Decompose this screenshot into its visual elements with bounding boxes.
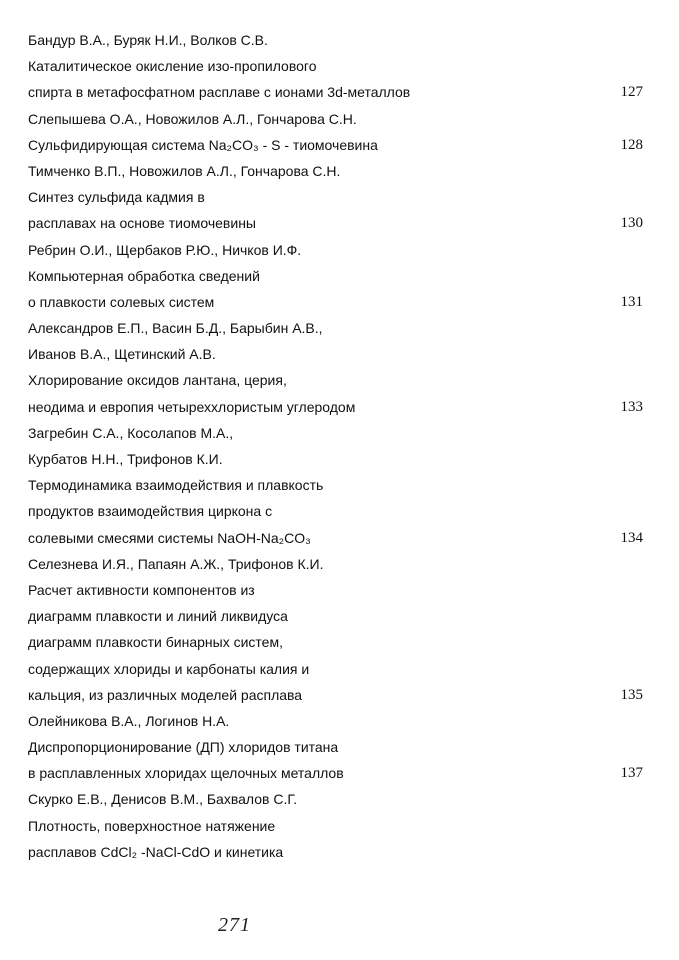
toc-line-text: спирта в метафосфатном расплаве с ионами 3d-металлов bbox=[28, 84, 411, 101]
toc-line-text: Тимченко В.П., Новожилов А.Л., Гончарова С.Н. bbox=[28, 162, 341, 179]
toc-line bbox=[28, 734, 658, 760]
toc-line bbox=[28, 656, 658, 682]
toc-page-number: 127 bbox=[620, 84, 643, 101]
toc-line bbox=[28, 446, 658, 472]
toc-line-text: Александров Е.П., Васин Б.Д., Барыбин А.В., bbox=[28, 320, 323, 337]
toc-line-text: расплавах на основе тиомочевины bbox=[28, 215, 256, 232]
toc-line-text: в расплавленных хлоридах щелочных металлов bbox=[28, 765, 344, 782]
toc-line bbox=[28, 184, 658, 210]
toc-line bbox=[28, 158, 658, 184]
toc-line-text: диаграмм плавкости бинарных систем, bbox=[28, 634, 283, 651]
toc-line bbox=[28, 27, 658, 53]
toc-line-text: Сульфидирующая система Na₂CO₃ - S - тиомочевина bbox=[28, 136, 378, 153]
toc-line bbox=[28, 132, 658, 158]
toc-page-number: 137 bbox=[620, 765, 643, 782]
toc-line bbox=[28, 367, 658, 393]
toc-line-text: Синтез сульфида кадмия в bbox=[28, 189, 205, 206]
toc-line-text: Иванов В.А., Щетинский А.В. bbox=[28, 346, 216, 363]
toc-line bbox=[28, 603, 658, 629]
toc-page-number: 128 bbox=[620, 136, 643, 153]
toc-line bbox=[28, 315, 658, 341]
toc-line bbox=[28, 472, 658, 498]
toc-line bbox=[28, 629, 658, 655]
toc-line-text: солевыми смесями системы NaOH-Na₂CO₃ bbox=[28, 529, 311, 546]
toc-line bbox=[28, 79, 658, 105]
toc-line-text: Олейникова В.А., Логинов Н.А. bbox=[28, 712, 230, 729]
toc-line-text: о плавкости солевых систем bbox=[28, 293, 215, 310]
toc-line-text: Скурко Е.В., Денисов В.М., Бахвалов С.Г. bbox=[28, 791, 298, 808]
toc-line bbox=[28, 525, 658, 551]
toc-line bbox=[28, 341, 658, 367]
toc-line-text: Термодинамика взаимодействия и плавкость bbox=[28, 477, 324, 494]
table-of-contents bbox=[28, 27, 658, 865]
toc-line-text: Компьютерная обработка сведений bbox=[28, 267, 260, 284]
toc-line bbox=[28, 839, 658, 865]
toc-line bbox=[28, 263, 658, 289]
toc-line-text: диаграмм плавкости и линий ликвидуса bbox=[28, 608, 288, 625]
toc-line bbox=[28, 106, 658, 132]
toc-page-number: 133 bbox=[620, 398, 643, 415]
toc-line-text: Хлорирование оксидов лантана, церия, bbox=[28, 372, 287, 389]
toc-line bbox=[28, 53, 658, 79]
toc-line bbox=[28, 760, 658, 786]
toc-line-text: Ребрин О.И., Щербаков Р.Ю., Ничков И.Ф. bbox=[28, 241, 302, 258]
toc-line bbox=[28, 708, 658, 734]
toc-line bbox=[28, 420, 658, 446]
toc-line-text: Расчет активности компонентов из bbox=[28, 581, 255, 598]
toc-line bbox=[28, 498, 658, 524]
toc-line bbox=[28, 210, 658, 236]
toc-line-text: неодима и европия четыреххлористым углеродом bbox=[28, 398, 356, 415]
toc-line bbox=[28, 813, 658, 839]
toc-page-number: 130 bbox=[620, 215, 643, 232]
toc-line-text: Каталитическое окисление изо-пропилового bbox=[28, 58, 317, 75]
toc-line-text: Селезнева И.Я., Папаян А.Ж., Трифонов К.И. bbox=[28, 555, 324, 572]
toc-page-number: 131 bbox=[620, 293, 643, 310]
toc-line bbox=[28, 577, 658, 603]
toc-line bbox=[28, 551, 658, 577]
toc-line-text: кальция, из различных моделей расплава bbox=[28, 686, 303, 703]
toc-line-text: Курбатов Н.Н., Трифонов К.И. bbox=[28, 451, 223, 467]
toc-line-text: продуктов взаимодействия циркона с bbox=[28, 503, 273, 520]
toc-line-text: Плотность, поверхностное натяжение bbox=[28, 817, 276, 834]
toc-line-text: Бандур В.А., Буряк Н.И., Волков С.В. bbox=[28, 32, 268, 48]
toc-line bbox=[28, 289, 658, 315]
toc-line-text: Слепышева О.А., Новожилов А.Л., Гончарова С.Н. bbox=[28, 110, 357, 127]
handwritten-page-number: 271 bbox=[218, 914, 251, 936]
toc-line-text: Диспропорционирование (ДП) хлоридов титана bbox=[28, 739, 339, 756]
toc-line-text: содержащих хлориды и карбонаты калия и bbox=[28, 660, 310, 677]
toc-line-text: Загребин С.А., Косолапов М.А., bbox=[28, 424, 234, 441]
toc-page-number: 134 bbox=[620, 529, 643, 546]
toc-line bbox=[28, 682, 658, 708]
toc-line bbox=[28, 394, 658, 420]
toc-line bbox=[28, 786, 658, 812]
toc-line-text: расплавов CdCl₂ -NaCl-CdO и кинетика bbox=[28, 843, 284, 860]
toc-line bbox=[28, 237, 658, 263]
toc-page-number: 135 bbox=[620, 686, 643, 703]
